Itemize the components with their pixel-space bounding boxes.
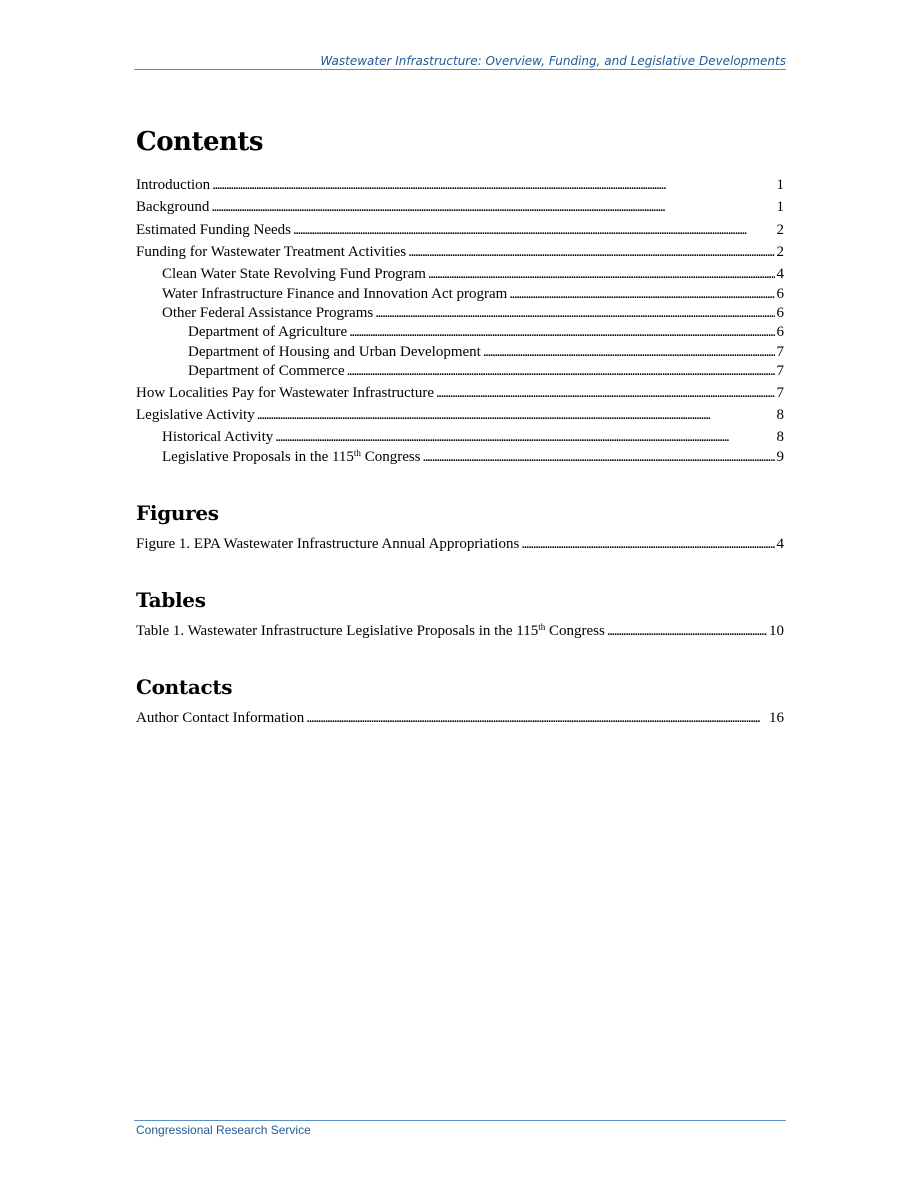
toc-entry-legislative-activity[interactable] bbox=[136, 406, 784, 425]
toc-entry-page: 1 bbox=[776, 177, 784, 193]
toc-entry-label: Department of Commerce bbox=[188, 363, 345, 380]
toc-entry-label bbox=[162, 448, 421, 467]
toc-leader bbox=[521, 535, 774, 554]
toc-entry-label-text: Table 1. Wastewater Infrastructure Legislative Proposals in the 115 bbox=[136, 622, 539, 639]
table-of-contents bbox=[136, 126, 784, 731]
footer-rule bbox=[134, 1120, 786, 1121]
toc-leader bbox=[423, 448, 775, 467]
toc-entry-wifia-program[interactable] bbox=[136, 285, 784, 304]
toc-leader bbox=[347, 362, 775, 381]
toc-entry-label: Author Contact Information bbox=[136, 709, 305, 726]
toc-leader bbox=[375, 304, 774, 323]
toc-entry-page: 2 bbox=[776, 221, 784, 238]
header-rule bbox=[134, 69, 786, 70]
tables-section bbox=[136, 588, 784, 641]
toc-entry-introduction[interactable] bbox=[136, 176, 784, 195]
toc-entry-page: 8 bbox=[776, 429, 784, 446]
toc-leader bbox=[212, 176, 774, 195]
toc-entry-dept-agriculture[interactable] bbox=[136, 323, 784, 342]
toc-entry-clean-water-srf[interactable] bbox=[136, 265, 784, 284]
contents-heading: Contents bbox=[136, 127, 264, 157]
toc-entry-page: 7 bbox=[776, 343, 784, 360]
toc-entry-estimated-funding-needs[interactable] bbox=[136, 221, 784, 240]
toc-leader bbox=[306, 709, 767, 728]
toc-entry-label-text-end: Congress bbox=[360, 448, 421, 465]
toc-entry-label: Figure 1. EPA Wastewater Infrastructure Annual Appropriations bbox=[136, 535, 520, 552]
ordinal-suffix: th bbox=[353, 447, 361, 458]
toc-leader bbox=[257, 406, 775, 425]
tables-heading: Tables bbox=[136, 587, 206, 612]
toc-leader bbox=[428, 265, 775, 284]
toc-entry-label: Other Federal Assistance Programs bbox=[162, 304, 374, 321]
toc-entry-legislative-proposals-115th[interactable] bbox=[136, 448, 784, 467]
toc-leader bbox=[211, 198, 774, 217]
toc-entry-page: 9 bbox=[776, 448, 784, 465]
toc-entry-dept-commerce[interactable] bbox=[136, 362, 784, 381]
toc-entry-label: Background bbox=[136, 199, 210, 216]
toc-entry-label: Introduction bbox=[136, 177, 211, 193]
toc-entry-table-1[interactable] bbox=[136, 622, 784, 641]
contacts-section bbox=[136, 675, 784, 728]
toc-entry-funding-for-wastewater-treatment[interactable] bbox=[136, 243, 784, 262]
toc-entry-historical-activity[interactable] bbox=[136, 428, 784, 447]
toc-leader bbox=[293, 221, 775, 240]
toc-entry-figure-1[interactable] bbox=[136, 535, 784, 554]
ordinal-suffix: th bbox=[538, 621, 546, 632]
toc-entry-label-text-end: Congress bbox=[545, 622, 605, 639]
toc-entry-other-federal-assistance[interactable] bbox=[136, 304, 784, 323]
toc-entry-label: Department of Housing and Urban Development bbox=[188, 343, 481, 360]
toc-entry-dept-hud[interactable] bbox=[136, 343, 784, 362]
toc-entry-page: 7 bbox=[776, 363, 784, 380]
toc-entry-page: 6 bbox=[776, 304, 784, 321]
toc-entry-page: 4 bbox=[776, 266, 784, 283]
toc-entry-label: Estimated Funding Needs bbox=[136, 221, 291, 238]
toc-entry-page: 6 bbox=[776, 324, 784, 341]
toc-entry-page: 10 bbox=[769, 622, 784, 639]
toc-entry-label-text: Legislative Proposals in the 115 bbox=[162, 448, 354, 465]
toc-entry-label: Legislative Activity bbox=[136, 407, 255, 424]
toc-entry-page: 1 bbox=[776, 199, 784, 216]
toc-leader bbox=[349, 323, 774, 342]
running-header-title: Wastewater Infrastructure: Overview, Funding, and Legislative Developments bbox=[320, 54, 786, 68]
figures-heading: Figures bbox=[136, 500, 219, 525]
toc-entry-label: Historical Activity bbox=[162, 429, 274, 446]
toc-entry-label: Funding for Wastewater Treatment Activities bbox=[136, 244, 407, 261]
toc-leader bbox=[275, 428, 774, 447]
toc-entry-label: Water Infrastructure Finance and Innovation Act program bbox=[162, 285, 508, 302]
toc-leader bbox=[509, 285, 774, 304]
toc-entry-page: 2 bbox=[776, 244, 784, 261]
footer-publisher: Congressional Research Service bbox=[136, 1123, 311, 1137]
contents-list bbox=[136, 176, 784, 467]
toc-entry-page: 8 bbox=[776, 407, 784, 424]
toc-entry-how-localities-pay[interactable] bbox=[136, 384, 784, 403]
toc-entry-background[interactable] bbox=[136, 198, 784, 217]
toc-leader bbox=[483, 343, 775, 362]
toc-entry-label bbox=[136, 622, 605, 641]
contacts-heading: Contacts bbox=[136, 674, 233, 699]
figures-section bbox=[136, 501, 784, 554]
toc-entry-page: 6 bbox=[776, 285, 784, 302]
toc-entry-page: 4 bbox=[776, 535, 784, 552]
toc-leader bbox=[408, 243, 774, 262]
toc-entry-label: Department of Agriculture bbox=[188, 324, 348, 341]
toc-entry-label: How Localities Pay for Wastewater Infrastructure bbox=[136, 384, 434, 401]
toc-entry-author-contact[interactable] bbox=[136, 709, 784, 728]
toc-entry-page: 7 bbox=[776, 384, 784, 401]
toc-entry-label: Clean Water State Revolving Fund Program bbox=[162, 266, 426, 283]
toc-entry-page: 16 bbox=[769, 709, 784, 726]
toc-leader bbox=[607, 622, 767, 641]
toc-leader bbox=[436, 384, 775, 403]
